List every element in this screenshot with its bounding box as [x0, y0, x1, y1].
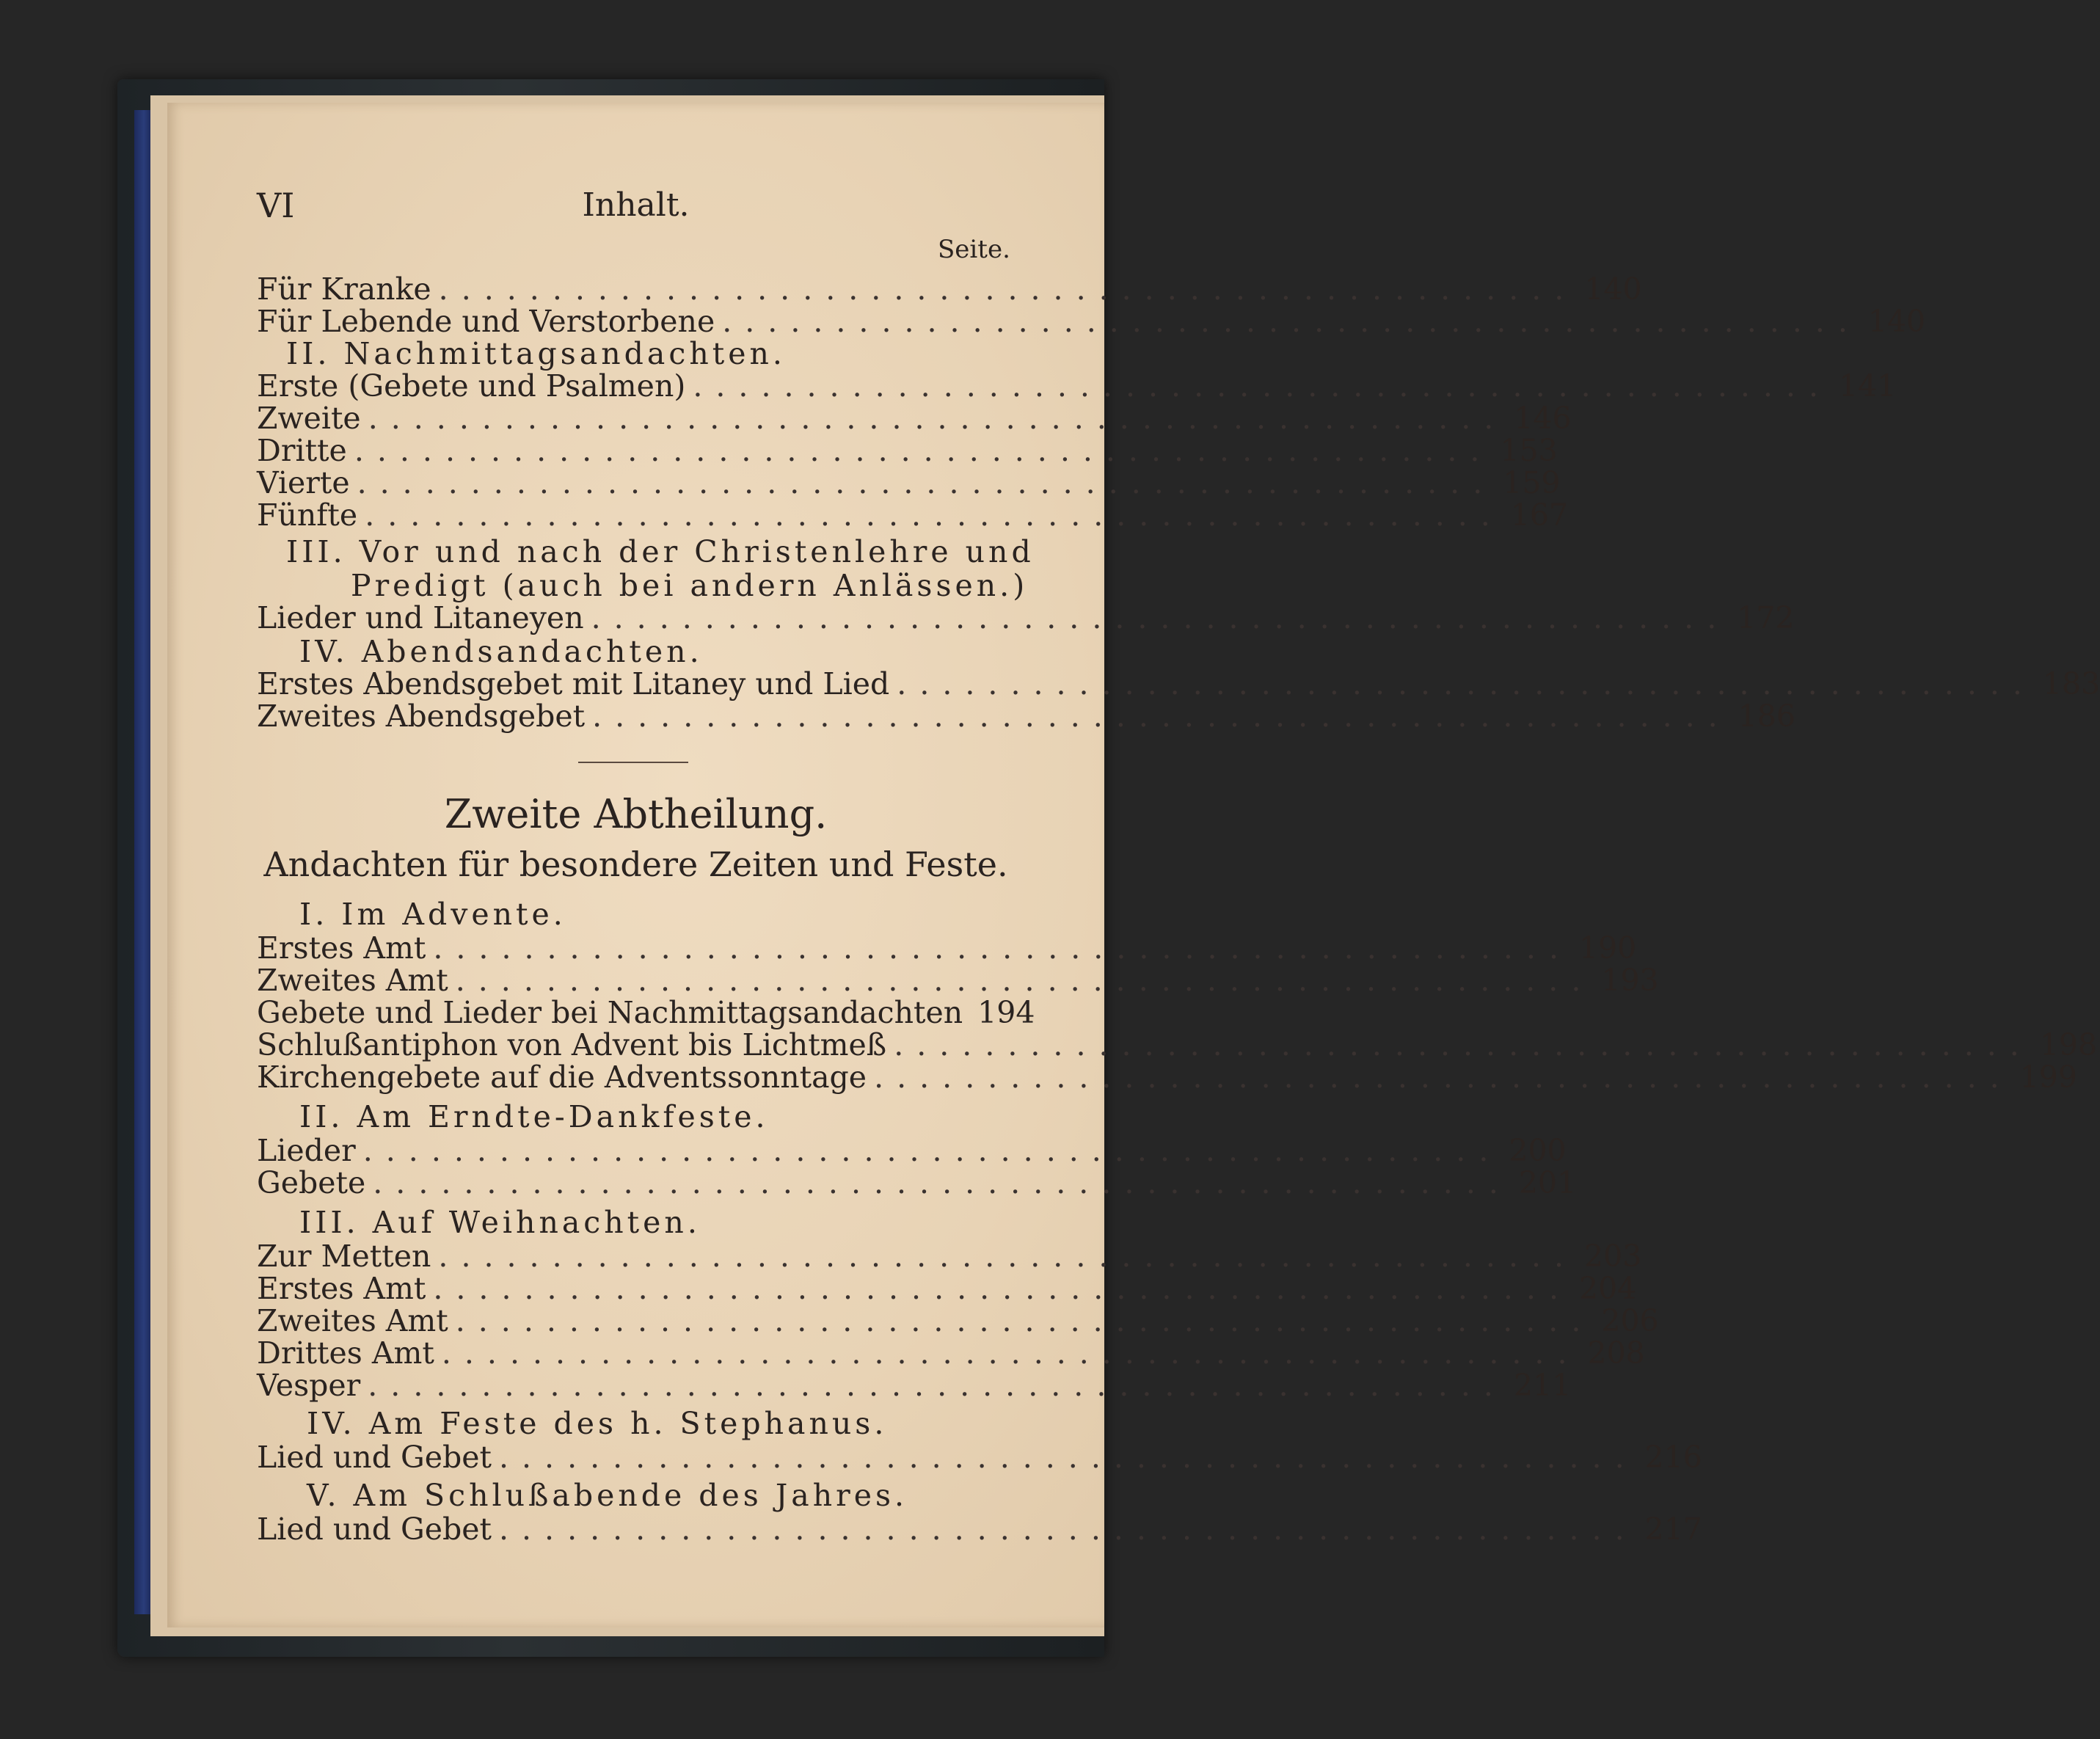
section-heading-continued: Predigt (auch bei andern Anlässen.): [351, 568, 1029, 603]
toc-entry: Gebete und Lieder bei Nachmittagsandachten 194: [257, 995, 1035, 1030]
section-heading: III. Auf Weihnachten.: [299, 1205, 701, 1240]
toc-entry: Lied und Gebet .................................................. 216: [257, 1440, 1702, 1475]
section-heading: II. Nachmittagsandachten.: [286, 336, 786, 371]
toc-entry: Erstes Amt .................................................. 190: [257, 930, 1637, 966]
toc-entry: Für Kranke .................................................. 140: [257, 271, 1642, 307]
part-title: Zweite Abtheilung.: [444, 791, 828, 837]
toc-entry: Drittes Amt .................................................. 208: [257, 1335, 1645, 1371]
seite-label: Seite.: [938, 235, 1010, 264]
toc-entry: Zweite .................................................. 146: [257, 401, 1572, 436]
toc-entry: Zweites Abendsgebet .................................................. 186: [257, 699, 1795, 734]
page-title: Inhalt.: [582, 186, 690, 224]
toc-entry: Erstes Amt .................................................. 204: [257, 1271, 1637, 1306]
toc-entry: Erstes Abendsgebet mit Litaney und Lied .................................................. 183: [257, 666, 2100, 701]
section-heading: II. Am Erndte-Dankfeste.: [299, 1099, 769, 1134]
toc-entry: Gebete .................................................. 201: [257, 1165, 1577, 1200]
section-heading: I. Im Advente.: [299, 897, 566, 932]
toc-entry: Zweites Amt .................................................. 193: [257, 963, 1659, 998]
toc-entry: Dritte .................................................. 153: [257, 433, 1558, 468]
toc-entry: Für Lebende und Verstorbene .................................................. 140: [257, 304, 1926, 339]
section-heading: IV. Abendsandachten.: [299, 634, 703, 669]
toc-entry: Schlußantiphon von Advent bis Lichtmeß .................................................. 198: [257, 1027, 2098, 1062]
toc-entry: Lieder .................................................. 200: [257, 1133, 1567, 1168]
toc-entry: Kirchengebete auf die Adventssonntage .................................................. 199: [257, 1060, 2077, 1095]
toc-entry: Zur Metten .................................................. 203: [257, 1239, 1642, 1274]
toc-entry: Zweites Amt .................................................. 206: [257, 1303, 1659, 1338]
part-subtitle: Andachten für besondere Zeiten und Feste.: [263, 845, 1008, 884]
toc-entry: Vierte .................................................. 159: [257, 465, 1561, 500]
section-heading: V. Am Schlußabende des Jahres.: [307, 1478, 908, 1513]
section-heading: III. Vor und nach der Christenlehre und: [286, 534, 1035, 569]
book-page: [167, 103, 2100, 1627]
page-number: VI: [257, 186, 295, 225]
toc-entry: Fünfte .................................................. 167: [257, 497, 1569, 533]
toc-entry: Erste (Gebete und Psalmen) .................................................. 141: [257, 368, 1897, 404]
divider-rule: [578, 762, 688, 763]
toc-entry: Vesper .................................................. 211: [257, 1368, 1572, 1403]
toc-entry: Lied und Gebet .................................................. 217: [257, 1512, 1702, 1547]
toc-entry: Lieder und Litaneyen .................................................. 172: [257, 600, 1795, 635]
section-heading: IV. Am Feste des h. Stephanus.: [307, 1406, 888, 1441]
